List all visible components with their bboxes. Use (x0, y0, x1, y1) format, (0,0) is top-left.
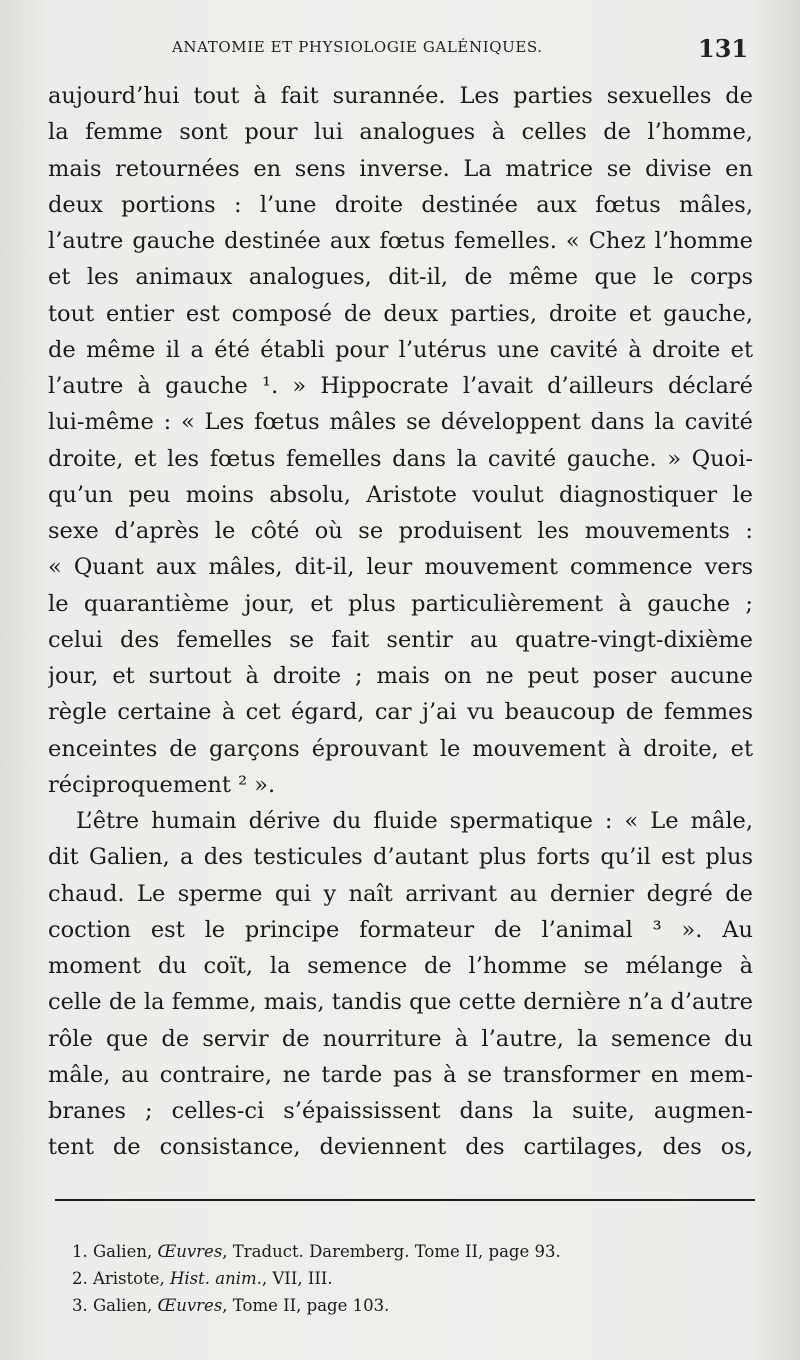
text-line: tout entier est composé de deux parties, droite et gauche, (48, 300, 753, 327)
text-line: enceintes de garçons éprouvant le mouvement à droite, et (48, 735, 753, 762)
footnotes (72, 1238, 712, 1319)
page-number: 131 (698, 34, 749, 63)
text-line: l’autre à gauche ¹. » Hippocrate l’avait d’ailleurs déclaré (48, 373, 753, 399)
footnote-title: Hist. anim. (170, 1269, 262, 1288)
footnote-text: Galien, (93, 1242, 158, 1261)
footnote-text: Galien, (93, 1296, 158, 1315)
text-line: la femme sont pour lui analogues à celles de l’homme, (48, 119, 753, 146)
text-line: mâle, au contraire, ne tarde pas à se transformer en mem- (48, 1061, 753, 1088)
footnote-text: Aristote, (93, 1269, 170, 1288)
footnote-number: 1. (72, 1242, 88, 1261)
footnote (72, 1292, 712, 1319)
text-line: sexe d’après le côté où se produisent les mouvements : (48, 518, 753, 544)
footnote-text: , Traduct. Daremberg. Tome II, page 93. (222, 1242, 561, 1261)
body-text (48, 78, 753, 1166)
text-line: lui-même : « Les fœtus mâles se développent dans la cavité (48, 409, 753, 436)
footnote-separator (55, 1199, 755, 1201)
footnote-title: Œuvres (157, 1242, 223, 1261)
running-head-title: ANATOMIE ET PHYSIOLOGIE GALÉNIQUES. (172, 38, 543, 56)
text-line: de même il a été établi pour l’utérus une cavité à droite et (48, 336, 753, 363)
text-line: réciproquement ² ». (48, 771, 276, 798)
text-line: dit Galien, a des testicules d’autant plus forts qu’il est plus (48, 844, 753, 871)
text-line: droite, et les fœtus femelles dans la cavité gauche. » Quoi- (48, 445, 753, 472)
text-line: celle de la femme, mais, tandis que cette dernière n’a d’autre (48, 989, 753, 1016)
text-line: moment du coït, la semence de l’homme se mélange à (48, 953, 753, 979)
text-line: l’autre gauche destinée aux fœtus femelles. « Chez l’homme (48, 228, 753, 254)
text-line: coction est le principe formateur de l’animal ³ ». Au (48, 916, 753, 943)
text-line: deux portions : l’une droite destinée aux fœtus mâles, (48, 191, 753, 218)
footnote-number: 2. (72, 1269, 88, 1288)
text-line: L’être humain dérive du fluide spermatique : « Le mâle, (76, 808, 753, 834)
text-line: tent de consistance, deviennent des cartilages, des os, (48, 1134, 753, 1161)
footnote (72, 1265, 712, 1292)
text-line: règle certaine à cet égard, car j’ai vu beaucoup de femmes (48, 699, 753, 726)
text-line: mais retournées en sens inverse. La matrice se divise en (48, 155, 753, 182)
footnote-text: , Tome II, page 103. (222, 1296, 390, 1315)
text-line: rôle que de servir de nourriture à l’autre, la semence du (48, 1025, 753, 1052)
text-line: et les animaux analogues, dit-il, de même que le corps (48, 264, 753, 291)
footnote-number: 3. (72, 1296, 88, 1315)
footnote-title: Œuvres (157, 1296, 223, 1315)
text-line: « Quant aux mâles, dit-il, leur mouvement commence vers (48, 554, 753, 581)
footnote-text: , VII, III. (261, 1269, 333, 1288)
text-line: celui des femelles se fait sentir au quatre-vingt-dixième (48, 626, 753, 653)
text-line: qu’un peu moins absolu, Aristote voulut diagnostiquer le (48, 481, 753, 508)
text-line: le quarantième jour, et plus particulièrement à gauche ; (48, 590, 753, 617)
running-head (0, 34, 800, 64)
text-line: chaud. Le sperme qui y naît arrivant au dernier degré de (48, 880, 753, 907)
text-line: jour, et surtout à droite ; mais on ne peut poser aucune (48, 663, 753, 689)
footnote (72, 1238, 712, 1265)
text-line: branes ; celles-ci s’épaississent dans la suite, augmen- (48, 1098, 753, 1124)
text-line: aujourd’hui tout à fait surannée. Les parties sexuelles de (48, 83, 753, 109)
